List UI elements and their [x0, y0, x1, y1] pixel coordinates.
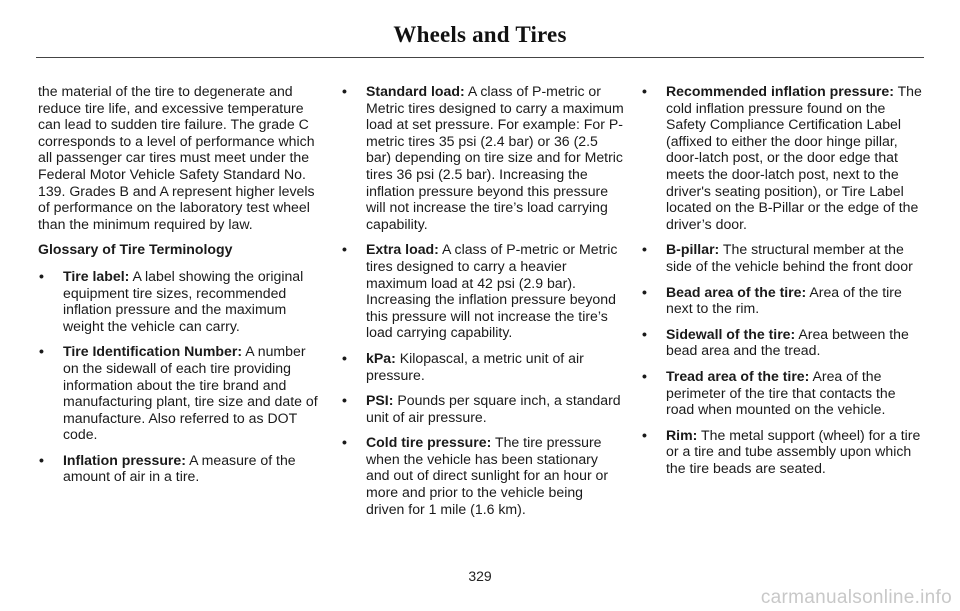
watermark: carmanualsonline.info — [760, 587, 952, 608]
bullet-icon: • — [39, 343, 44, 360]
bullet-icon: • — [642, 83, 647, 99]
glossary-list — [341, 83, 625, 517]
glossary-term: PSI: — [366, 392, 394, 409]
glossary-definition: The structural member at the side of the vehicle behind the front door — [666, 241, 913, 274]
glossary-definition: A class of P-metric or Metric tires designed to carry a maximum load at set pressure. For example: For P-metric tires 35 psi (2.4 bar) or 36 (2.5 bar) depending on tire size and for Metric tires 36 psi (2.5 bar). Increasing the inflation pressure beyond this pressure will not increase the tire’s load carrying capability. — [366, 83, 624, 232]
glossary-definition: The cold inflation pressure found on the Safety Compliance Certification Label (affixed to either the door hinge pillar, door-latch post, or the door edge that meets the door-latch post, next to the driver's seating position), or Tire Label located on the B-Pillar or the edge of the driver’s door. — [666, 83, 922, 232]
glossary-item — [641, 326, 925, 359]
bullet-icon: • — [342, 241, 347, 258]
glossary-item — [38, 268, 322, 334]
glossary-item — [641, 284, 925, 317]
column-2 — [341, 83, 625, 526]
bullet-icon: • — [642, 241, 647, 258]
column-1 — [38, 83, 322, 494]
glossary-term: Sidewall of the tire: — [666, 325, 796, 342]
column-3 — [641, 83, 925, 485]
glossary-definition: A class of P-metric or Metric tires designed to carry a heavier maximum load at 42 psi (2.9 bar). Increasing the inflation pressure beyond this pressure will not increase the tire’s load carrying capability. — [366, 241, 618, 341]
glossary-item — [341, 241, 625, 341]
bullet-icon: • — [39, 451, 44, 468]
glossary-list — [641, 83, 925, 476]
glossary-definition: The metal support (wheel) for a tire or a tire and tube assembly upon which the tire beads are seated. — [666, 426, 921, 476]
glossary-term: Standard load: — [366, 83, 465, 99]
bullet-icon: • — [642, 426, 647, 443]
glossary-item — [341, 83, 625, 232]
bullet-icon: • — [342, 83, 347, 99]
bullet-icon: • — [342, 434, 347, 451]
glossary-item — [341, 392, 625, 425]
glossary-term: B-pillar: — [666, 241, 720, 258]
glossary-definition: Kilopascal, a metric unit of air pressure. — [366, 349, 584, 383]
glossary-term: kPa: — [366, 349, 396, 366]
glossary-item — [641, 241, 925, 274]
intro-paragraph: the material of the tire to degenerate and reduce tire life, and excessive temperature can lead to sudden tire failure. The grade C corresponds to a level of performance which all passenger car tires must meet under the Federal Motor Vehicle Safety Standard No. 139. Grades B and A represent higher levels of performance on the laboratory test wheel than the minimum required by law. — [38, 83, 315, 232]
glossary-item — [38, 343, 322, 443]
glossary-heading: Glossary of Tire Terminology — [38, 241, 233, 258]
glossary-term: Bead area of the tire: — [666, 283, 807, 300]
glossary-definition: Area of the tire next to the rim. — [666, 283, 902, 317]
glossary-term: Tread area of the tire: — [666, 367, 810, 384]
glossary-item — [341, 434, 625, 517]
header-divider — [36, 57, 924, 58]
glossary-term: Cold tire pressure: — [366, 434, 492, 451]
bullet-icon: • — [642, 367, 647, 384]
glossary-definition: The tire pressure when the vehicle has been stationary and out of direct sunlight for an hour or more and prior to the vehicle being driven for 1 mile (1.6 km). — [366, 434, 609, 517]
glossary-term: Inflation pressure: — [63, 451, 186, 468]
glossary-term: Recommended inflation pressure: — [666, 83, 894, 99]
page-number: 329 — [468, 568, 492, 584]
glossary-item — [641, 368, 925, 418]
bullet-icon: • — [342, 392, 347, 409]
glossary-item — [341, 350, 625, 383]
glossary-definition: A measure of the amount of air in a tire. — [63, 451, 296, 485]
glossary-definition: Area of the perimeter of the tire that contacts the road when mounted on the vehicle. — [666, 367, 896, 418]
glossary-list — [38, 268, 322, 485]
page-title: Wheels and Tires — [393, 22, 567, 47]
bullet-icon: • — [342, 349, 347, 366]
glossary-item — [38, 452, 322, 485]
glossary-term: Extra load: — [366, 241, 439, 258]
bullet-icon: • — [39, 267, 44, 284]
bullet-icon: • — [642, 325, 647, 342]
glossary-term: Rim: — [666, 426, 698, 443]
glossary-item — [641, 83, 925, 232]
glossary-definition: A number on the sidewall of each tire providing information about the tire brand and manufacturing plant, tire size and date of manufacture. Also referred to as DOT code. — [63, 343, 318, 443]
glossary-definition: Pounds per square inch, a standard unit of air pressure. — [366, 392, 621, 425]
glossary-term: Tire label: — [63, 267, 130, 284]
glossary-definition: Area between the bead area and the tread. — [666, 325, 909, 359]
bullet-icon: • — [642, 283, 647, 300]
glossary-item — [641, 427, 925, 477]
glossary-term: Tire Identification Number: — [63, 343, 243, 360]
glossary-definition: A label showing the original equipment tire sizes, recommended inflation pressure and the maximum weight the vehicle can carry. — [63, 267, 304, 334]
